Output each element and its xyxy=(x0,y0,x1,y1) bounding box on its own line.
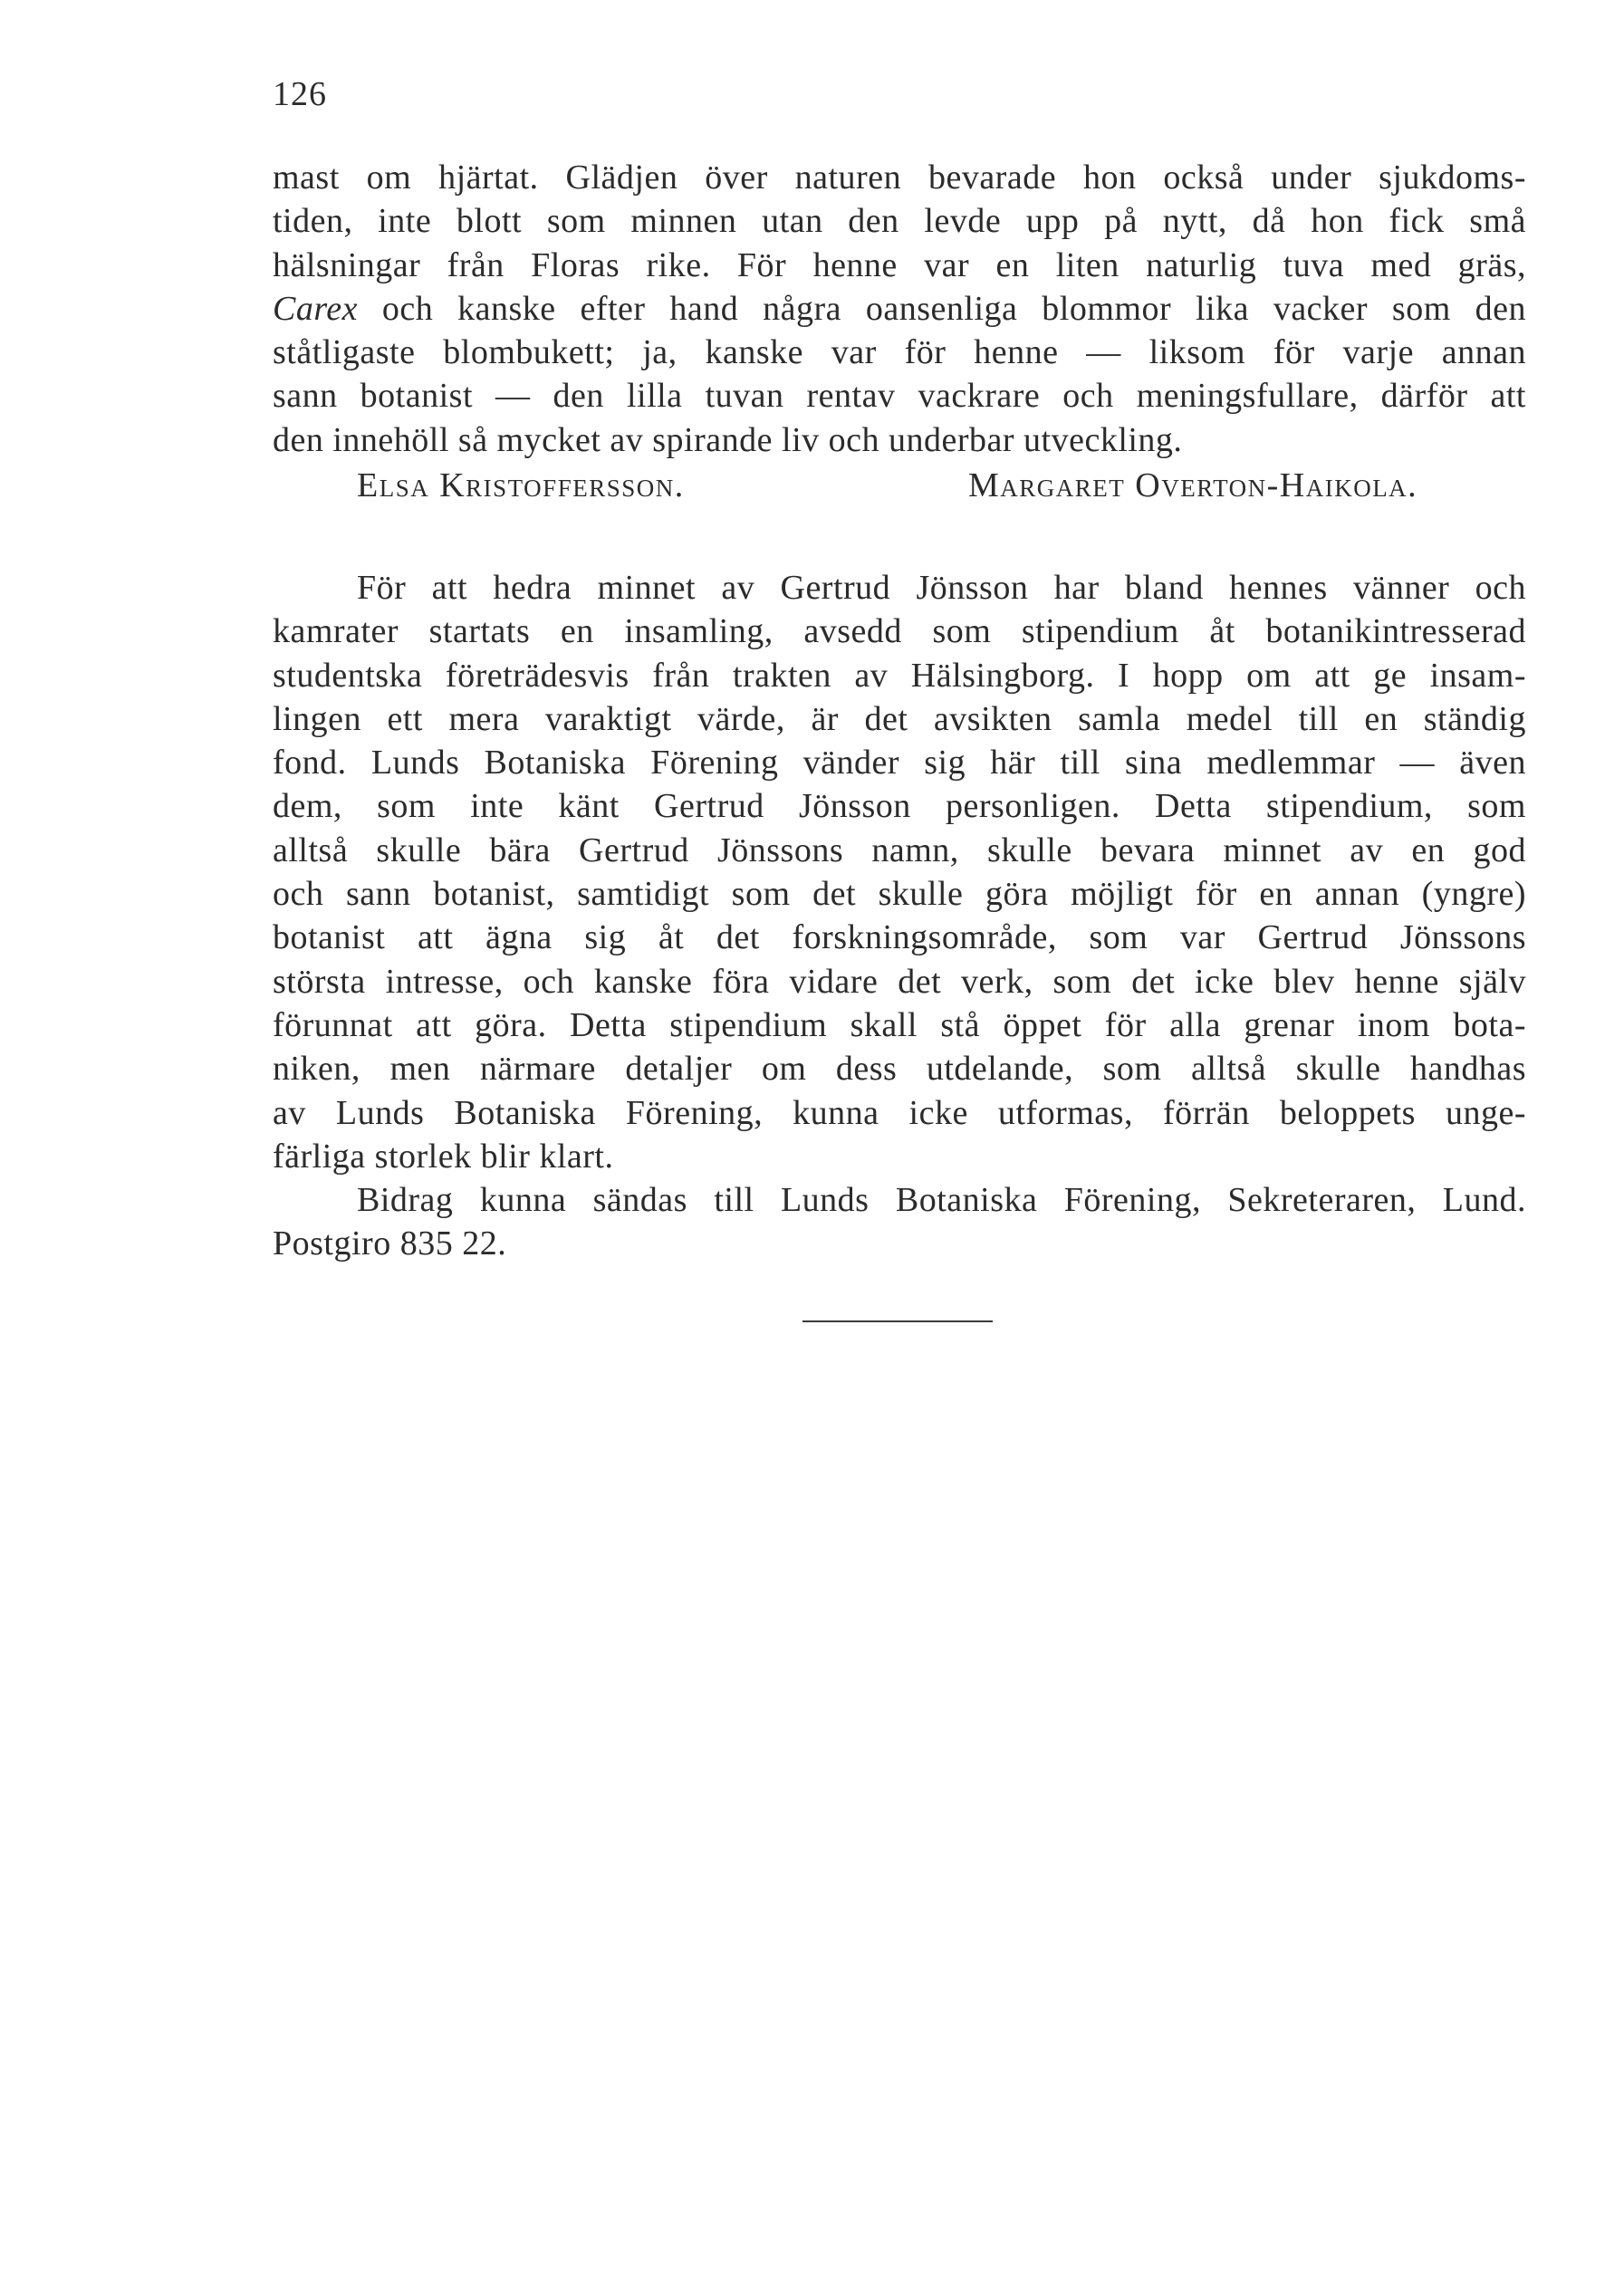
text-line: sann botanist — den lilla tuvan rentav vackrare och meningsfullare, därför att xyxy=(273,377,1526,416)
text-line: botanist att ägna sig åt det forskningsområde, som var Gertrud Jönssons xyxy=(273,918,1526,957)
text-line: lingen ett mera varaktigt värde, är det avsikten samla medel till en ständig xyxy=(273,699,1526,738)
text-line: dem, som inte känt Gertrud Jönsson personligen. Detta stipendium, som xyxy=(273,787,1526,826)
text-line: av Lunds Botaniska Förening, kunna icke utformas, förrän beloppets unge- xyxy=(273,1093,1526,1132)
text-line: alltså skulle bära Gertrud Jönssons namn, skulle bevara minnet av en god xyxy=(273,830,1526,869)
text-line: tiden, inte blott som minnen utan den levde upp på nytt, då hon fick små xyxy=(273,202,1526,241)
signature-left: Elsa Kristoffersson. xyxy=(357,466,685,504)
section-divider xyxy=(802,1320,993,1322)
carex-italic: Carex xyxy=(273,289,358,328)
text-line: den innehöll så mycket av spirande liv och underbar utveckling. xyxy=(273,420,1183,459)
obituary-closing-paragraph xyxy=(273,156,1526,462)
text-line: ståtligaste blombukett; ja, kanske var för henne — liksom för varje annan xyxy=(273,333,1526,372)
text-line: mast om hjärtat. Glädjen över naturen bevarade hon också under sjukdoms- xyxy=(273,158,1526,197)
page-number: 126 xyxy=(273,75,327,113)
text-line: största intresse, och kanske föra vidare det verk, som det icke blev henne själv xyxy=(273,962,1526,1001)
text-line: fond. Lunds Botaniska Förening vänder sig här till sina medlemmar — även xyxy=(273,744,1526,782)
text-line xyxy=(273,287,1526,331)
text-line: färliga storlek blir klart. xyxy=(273,1137,614,1176)
text-line: och sann botanist, samtidigt som det skulle göra möjligt för en annan (yngre) xyxy=(273,875,1526,914)
signature-right: Margaret Overton-Haikola. xyxy=(968,466,1418,504)
text-line: För att hedra minnet av Gertrud Jönsson har bland hennes vänner och xyxy=(357,569,1526,607)
text-line-rest: och kanske efter hand några oansenliga blommor lika vacker som den xyxy=(381,289,1527,328)
text-line: niken, men närmare detaljer om dess utdelande, som alltså skulle handhas xyxy=(273,1050,1526,1089)
text-line: hälsningar från Floras rike. För henne var en liten naturlig tuva med gräs, xyxy=(273,245,1526,284)
text-line: förunnat att göra. Detta stipendium skall stå öppet för alla grenar inom bota- xyxy=(273,1005,1526,1044)
text-line: Postgiro 835 22. xyxy=(273,1224,507,1263)
scholarship-notice xyxy=(273,566,1526,1266)
text-line: kamrater startats en insamling, avsedd som stipendium åt botanikintresserad xyxy=(273,612,1526,651)
text-line: studentska företrädesvis från trakten av Hälsingborg. I hopp om att ge insam- xyxy=(273,656,1526,695)
text-line: Bidrag kunna sändas till Lunds Botaniska Förening, Sekreteraren, Lund. xyxy=(357,1181,1526,1220)
